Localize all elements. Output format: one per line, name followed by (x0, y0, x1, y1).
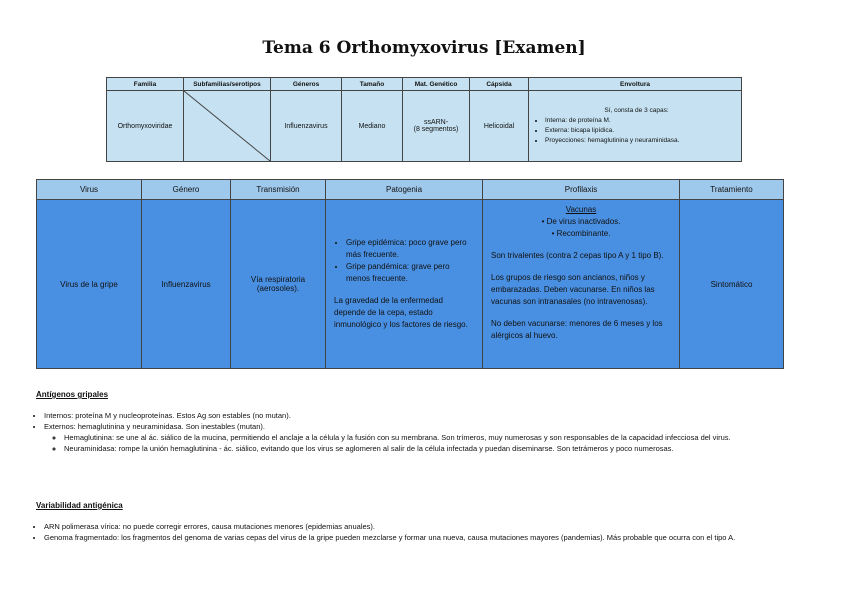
header-familia: Familia (107, 78, 184, 91)
cell-generos: Influenzavirus (271, 91, 342, 162)
header-mat-genetico: Mat. Genético (403, 78, 470, 91)
header-generos: Géneros (271, 78, 342, 91)
list-item: ◦ Neuraminidasa: rompe la unión hemaglutinina - ác. siálico, evitando que los virus se aglomeren al salir de la célula infectada y puedan diseminarse. Son tetrámeros y poco numerosas. (64, 443, 806, 454)
profilaxis-p3: No deben vacunarse: menores de 6 meses y los alérgicos al huevo. (491, 319, 663, 340)
cell-virus: Virus de la gripe (37, 200, 142, 369)
mat-genetico-line1: ssARN- (423, 119, 449, 126)
patogenia-text: La gravedad de la enfermedad depende de la cepa, estado inmunológico y los factores de riesgo. (334, 296, 468, 329)
cell-subfamilias-empty (184, 91, 271, 162)
transmision-line2: (aerosoles). (256, 284, 300, 293)
profilaxis-p1: Son trivalentes (contra 2 cepas tipo A y 1 tipo B). (491, 251, 664, 260)
list-item: ◦ Hemaglutinina: se une al ác. siálico de la mucina, permitiendo el anclaje a la célula y la fusión con su membrana. Son trímeros, muy numerosas y son responsables de la capacidad infecciosa del virus. (64, 432, 806, 443)
cell-envoltura (529, 91, 742, 162)
table-header-row (37, 180, 784, 200)
variabilidad-list (36, 521, 806, 543)
cell-tratamiento: Sintomático (680, 200, 784, 369)
antigenos-heading: Antígenos gripales (36, 390, 109, 399)
envoltura-item: • Proyecciones: hemaglutinina y neuraminidasa. (545, 136, 738, 146)
envoltura-item: • Interna: de proteína M. (545, 116, 738, 126)
cell-patogenia (326, 200, 483, 369)
classification-table (106, 77, 742, 162)
header-tamano: Tamaño (342, 78, 403, 91)
header-virus: Virus (37, 180, 142, 200)
envoltura-intro: Sí, consta de 3 capas: (604, 107, 669, 114)
cell-transmision (231, 200, 326, 369)
table-row (37, 200, 784, 369)
list-item: • Externos: hemaglutinina y neuraminidasa. Son inestables (mutan). ◦ Hemaglutinina: se une al ác. siálico de la mucina, permitiendo el anclaje a la célula y la fusión con su membrana. Son trímeros, muy numerosas y son responsables de la capacidad infecciosa del virus. ◦ Neuraminidasa: rompe la unión hemaglutinina - ác. siálico, evitando que los virus se aglomeren al salir de la célula infectada y puedan diseminarse. Son tetrámeros y poco numerosas. (44, 421, 806, 454)
cell-mat-genetico (403, 91, 470, 162)
patogenia-item: • Gripe epidémica: poco grave pero más frecuente. (346, 237, 474, 261)
header-profilaxis: Profilaxis (483, 180, 680, 200)
envoltura-item: • Externa: bicapa lipídica. (545, 126, 738, 136)
list-item: • ARN polimerasa vírica: no puede corregir errores, causa mutaciones menores (epidemias anuales). (44, 521, 806, 532)
antigenos-list (36, 410, 806, 454)
profilaxis-item: • Recombinante. (551, 229, 611, 238)
cell-familia: Orthomyxoviridae (107, 91, 184, 162)
header-envoltura: Envoltura (529, 78, 742, 91)
transmision-line1: Vía respiratoria (250, 275, 306, 284)
profilaxis-heading: Vacunas (565, 205, 597, 214)
profilaxis-item: • De virus inactivados. (541, 217, 621, 226)
header-capsida: Cápsida (470, 78, 529, 91)
header-patogenia: Patogenia (326, 180, 483, 200)
header-transmision: Transmisión (231, 180, 326, 200)
cell-tamano: Mediano (342, 91, 403, 162)
table-header-row (107, 78, 742, 91)
virus-table (36, 179, 784, 369)
patogenia-item: • Gripe pandémica: grave pero menos frecuente. (346, 261, 474, 285)
table-row (107, 91, 742, 162)
cell-genero: Influenzavirus (142, 200, 231, 369)
cell-capsida: Helicoidal (470, 91, 529, 162)
header-tratamiento: Tratamiento (680, 180, 784, 200)
diagonal-line (184, 91, 270, 161)
list-item: • Genoma fragmentado: los fragmentos del genoma de varias cepas del virus de la gripe pueden mezclarse y formar una nueva, causa mutaciones mayores (pandemias). Más probable que ocurra con el tipo A. (44, 532, 806, 543)
mat-genetico-line2: (8 segmentos) (413, 126, 459, 133)
header-genero: Género (142, 180, 231, 200)
cell-profilaxis (483, 200, 680, 369)
list-item: • Internos: proteína M y nucleoproteínas. Estos Ag son estables (no mutan). (44, 410, 806, 421)
profilaxis-p2: Los grupos de riesgo son ancianos, niños y embarazadas. Deben vacunarse. En niños las vacunas son intranasales (no intravenosas). (491, 273, 655, 306)
variabilidad-heading: Variabilidad antigénica (36, 501, 123, 510)
page-title: Tema 6 Orthomyxovirus [Examen] (262, 38, 586, 58)
header-subfamilias: Subfamilias/serotipos (184, 78, 271, 91)
